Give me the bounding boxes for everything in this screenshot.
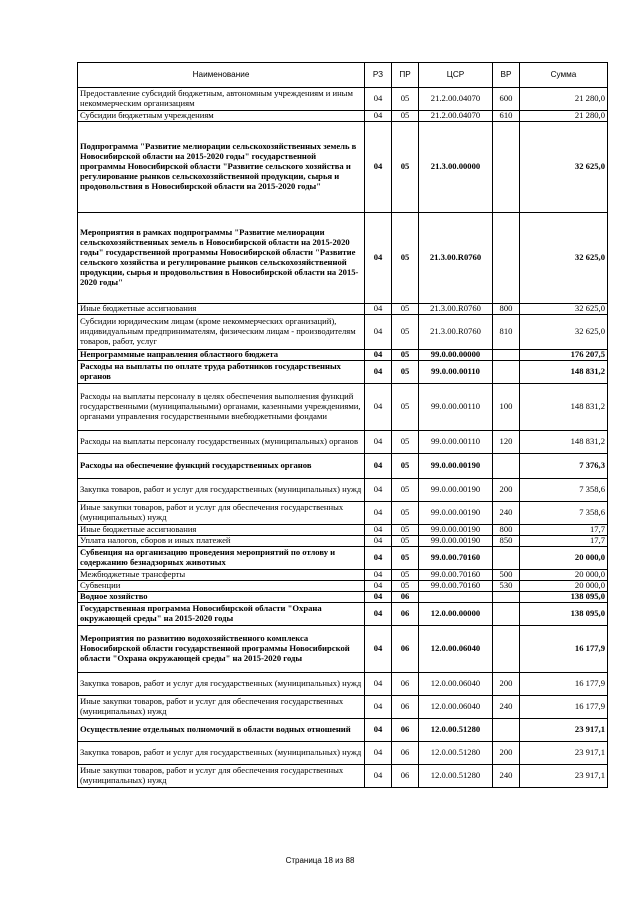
table-row bbox=[78, 570, 608, 581]
table-row bbox=[78, 696, 608, 719]
cell-sum: 16 177,9 bbox=[520, 696, 608, 719]
cell-name: Подпрограмма "Развитие мелиорации сельскохозяйственных земель в Новосибирской области на 2015-2020 годы" государственной программы Новосибирской области "Развитие сельского хозяйства и регулирование рынков сельскохозяйственной продукции, сырья и продовольствия в Новосибирской области на 2015-2020 годы" bbox=[78, 122, 365, 213]
cell-sum: 7 358,6 bbox=[520, 479, 608, 502]
table-row bbox=[78, 88, 608, 111]
cell-vr bbox=[493, 603, 520, 626]
cell-name: Закупка товаров, работ и услуг для государственных (муниципальных) нужд bbox=[78, 742, 365, 765]
cell-vr: 800 bbox=[493, 304, 520, 315]
cell-rz: 04 bbox=[365, 696, 392, 719]
cell-pr: 05 bbox=[392, 502, 419, 525]
cell-pr: 05 bbox=[392, 431, 419, 454]
page-footer: Страница 18 из 88 bbox=[285, 856, 355, 865]
cell-csr: 99.0.00.00190 bbox=[419, 454, 493, 479]
cell-pr: 05 bbox=[392, 213, 419, 304]
cell-rz: 04 bbox=[365, 122, 392, 213]
cell-csr: 21.3.00.R0760 bbox=[419, 315, 493, 350]
cell-csr: 21.3.00.00000 bbox=[419, 122, 493, 213]
cell-sum: 16 177,9 bbox=[520, 626, 608, 673]
cell-pr: 05 bbox=[392, 479, 419, 502]
table-row bbox=[78, 502, 608, 525]
cell-pr: 05 bbox=[392, 304, 419, 315]
table-row bbox=[78, 673, 608, 696]
cell-rz: 04 bbox=[365, 111, 392, 122]
cell-rz: 04 bbox=[365, 384, 392, 431]
cell-name: Водное хозяйство bbox=[78, 592, 365, 603]
cell-pr: 06 bbox=[392, 742, 419, 765]
cell-csr: 99.0.00.00110 bbox=[419, 431, 493, 454]
cell-pr: 05 bbox=[392, 454, 419, 479]
table-row bbox=[78, 304, 608, 315]
cell-sum: 148 831,2 bbox=[520, 384, 608, 431]
cell-csr: 12.0.00.06040 bbox=[419, 696, 493, 719]
cell-rz: 04 bbox=[365, 454, 392, 479]
table-row bbox=[78, 431, 608, 454]
table-row bbox=[78, 765, 608, 788]
cell-vr bbox=[493, 592, 520, 603]
cell-pr: 05 bbox=[392, 384, 419, 431]
cell-csr: 99.0.00.00190 bbox=[419, 525, 493, 536]
cell-vr: 240 bbox=[493, 696, 520, 719]
cell-rz: 04 bbox=[365, 213, 392, 304]
cell-name: Мероприятия в рамках подпрограммы "Развитие мелиорации сельскохозяйственных земель в Новосибирской области на 2015-2020 годы" государственной программы Новосибирской области "Развитие сельского хозяйства и регулирование рынков сельскохозяйственной продукции, сырья и продовольствия в Новосибирской области на 2015-2020 годы" bbox=[78, 213, 365, 304]
cell-pr: 05 bbox=[392, 570, 419, 581]
table-row bbox=[78, 350, 608, 361]
table-row bbox=[78, 525, 608, 536]
cell-csr: 12.0.00.00000 bbox=[419, 603, 493, 626]
cell-name: Расходы на выплаты по оплате труда работников государственных органов bbox=[78, 361, 365, 384]
cell-csr: 12.0.00.51280 bbox=[419, 742, 493, 765]
cell-rz: 04 bbox=[365, 719, 392, 742]
cell-name: Иные закупки товаров, работ и услуг для обеспечения государственных (муниципальных) нужд bbox=[78, 696, 365, 719]
cell-name: Расходы на выплаты персоналу государственных (муниципальных) органов bbox=[78, 431, 365, 454]
cell-sum: 176 207,5 bbox=[520, 350, 608, 361]
cell-pr: 05 bbox=[392, 111, 419, 122]
cell-sum: 32 625,0 bbox=[520, 213, 608, 304]
cell-pr: 05 bbox=[392, 350, 419, 361]
table-row bbox=[78, 361, 608, 384]
cell-vr: 240 bbox=[493, 502, 520, 525]
cell-pr: 06 bbox=[392, 696, 419, 719]
cell-vr: 500 bbox=[493, 570, 520, 581]
cell-pr: 05 bbox=[392, 122, 419, 213]
cell-name: Закупка товаров, работ и услуг для государственных (муниципальных) нужд bbox=[78, 479, 365, 502]
cell-sum: 148 831,2 bbox=[520, 431, 608, 454]
cell-name: Расходы на выплаты персоналу в целях обеспечения выполнения функций государственными (муниципальными) органами, казенными учреждениями, органами управления государственными внебюджетными фондами bbox=[78, 384, 365, 431]
table-row bbox=[78, 626, 608, 673]
cell-pr: 05 bbox=[392, 536, 419, 547]
table-row bbox=[78, 742, 608, 765]
cell-sum: 20 000,0 bbox=[520, 547, 608, 570]
cell-rz: 04 bbox=[365, 304, 392, 315]
cell-name: Мероприятия по развитию водохозяйственного комплекса Новосибирской области государственной программы Новосибирской области "Охрана окружающей среды" на 2015-2020 годы bbox=[78, 626, 365, 673]
cell-rz: 04 bbox=[365, 525, 392, 536]
table-row bbox=[78, 719, 608, 742]
cell-rz: 04 bbox=[365, 765, 392, 788]
cell-csr bbox=[419, 592, 493, 603]
cell-vr: 200 bbox=[493, 673, 520, 696]
cell-sum: 32 625,0 bbox=[520, 304, 608, 315]
cell-name: Субсидии бюджетным учреждениям bbox=[78, 111, 365, 122]
cell-rz: 04 bbox=[365, 536, 392, 547]
cell-rz: 04 bbox=[365, 581, 392, 592]
cell-vr: 610 bbox=[493, 111, 520, 122]
cell-sum: 20 000,0 bbox=[520, 570, 608, 581]
cell-sum: 32 625,0 bbox=[520, 315, 608, 350]
cell-rz: 04 bbox=[365, 603, 392, 626]
cell-rz: 04 bbox=[365, 88, 392, 111]
cell-sum: 148 831,2 bbox=[520, 361, 608, 384]
table-row bbox=[78, 213, 608, 304]
cell-rz: 04 bbox=[365, 502, 392, 525]
cell-rz: 04 bbox=[365, 547, 392, 570]
table-row bbox=[78, 603, 608, 626]
cell-name: Субвенции bbox=[78, 581, 365, 592]
cell-name: Субвенция на организацию проведения мероприятий по отлову и содержанию безнадзорных животных bbox=[78, 547, 365, 570]
cell-rz: 04 bbox=[365, 361, 392, 384]
cell-csr: 12.0.00.51280 bbox=[419, 719, 493, 742]
table-row bbox=[78, 111, 608, 122]
cell-vr bbox=[493, 361, 520, 384]
table-row bbox=[78, 479, 608, 502]
cell-vr bbox=[493, 122, 520, 213]
cell-sum: 138 095,0 bbox=[520, 603, 608, 626]
cell-name: Субсидии юридическим лицам (кроме некоммерческих организаций), индивидуальным предпринимателям, физическим лицам - производителям товаров, работ, услуг bbox=[78, 315, 365, 350]
cell-sum: 17,7 bbox=[520, 536, 608, 547]
cell-vr: 600 bbox=[493, 88, 520, 111]
cell-rz: 04 bbox=[365, 592, 392, 603]
table-row bbox=[78, 547, 608, 570]
table-row bbox=[78, 384, 608, 431]
table-header-row bbox=[78, 63, 608, 88]
cell-sum: 7 358,6 bbox=[520, 502, 608, 525]
col-header-pr: ПР bbox=[392, 63, 419, 88]
cell-csr: 12.0.00.06040 bbox=[419, 673, 493, 696]
cell-pr: 06 bbox=[392, 673, 419, 696]
cell-name: Уплата налогов, сборов и иных платежей bbox=[78, 536, 365, 547]
table-row bbox=[78, 454, 608, 479]
cell-csr: 99.0.00.00110 bbox=[419, 384, 493, 431]
cell-vr: 810 bbox=[493, 315, 520, 350]
cell-csr: 21.3.00.R0760 bbox=[419, 213, 493, 304]
cell-csr: 99.0.00.00110 bbox=[419, 361, 493, 384]
cell-vr bbox=[493, 719, 520, 742]
cell-pr: 06 bbox=[392, 719, 419, 742]
cell-name: Закупка товаров, работ и услуг для государственных (муниципальных) нужд bbox=[78, 673, 365, 696]
cell-csr: 99.0.00.70160 bbox=[419, 581, 493, 592]
cell-vr: 850 bbox=[493, 536, 520, 547]
cell-sum: 23 917,1 bbox=[520, 719, 608, 742]
cell-sum: 23 917,1 bbox=[520, 742, 608, 765]
cell-name: Иные бюджетные ассигнования bbox=[78, 525, 365, 536]
cell-pr: 06 bbox=[392, 765, 419, 788]
cell-csr: 12.0.00.51280 bbox=[419, 765, 493, 788]
cell-sum: 7 376,3 bbox=[520, 454, 608, 479]
cell-name: Иные бюджетные ассигнования bbox=[78, 304, 365, 315]
cell-vr: 200 bbox=[493, 742, 520, 765]
cell-rz: 04 bbox=[365, 673, 392, 696]
cell-pr: 05 bbox=[392, 581, 419, 592]
cell-vr bbox=[493, 626, 520, 673]
cell-name: Государственная программа Новосибирской области "Охрана окружающей среды" на 2015-2020 годы bbox=[78, 603, 365, 626]
cell-name: Осуществление отдельных полномочий в области водных отношений bbox=[78, 719, 365, 742]
table-row bbox=[78, 536, 608, 547]
cell-vr bbox=[493, 547, 520, 570]
col-header-csr: ЦСР bbox=[419, 63, 493, 88]
cell-vr: 200 bbox=[493, 479, 520, 502]
cell-name: Иные закупки товаров, работ и услуг для обеспечения государственных (муниципальных) нужд bbox=[78, 502, 365, 525]
cell-csr: 99.0.00.00190 bbox=[419, 479, 493, 502]
cell-rz: 04 bbox=[365, 742, 392, 765]
cell-csr: 99.0.00.70160 bbox=[419, 570, 493, 581]
cell-csr: 99.0.00.70160 bbox=[419, 547, 493, 570]
cell-sum: 21 280,0 bbox=[520, 88, 608, 111]
cell-name: Предоставление субсидий бюджетным, автономным учреждениям и иным некоммерческим организациям bbox=[78, 88, 365, 111]
cell-sum: 17,7 bbox=[520, 525, 608, 536]
cell-pr: 06 bbox=[392, 626, 419, 673]
cell-vr bbox=[493, 350, 520, 361]
cell-vr: 800 bbox=[493, 525, 520, 536]
col-header-sum: Сумма bbox=[520, 63, 608, 88]
cell-vr: 530 bbox=[493, 581, 520, 592]
cell-rz: 04 bbox=[365, 570, 392, 581]
cell-vr bbox=[493, 213, 520, 304]
cell-name: Иные закупки товаров, работ и услуг для обеспечения государственных (муниципальных) нужд bbox=[78, 765, 365, 788]
cell-csr: 21.2.00.04070 bbox=[419, 88, 493, 111]
cell-vr bbox=[493, 454, 520, 479]
cell-csr: 99.0.00.00190 bbox=[419, 502, 493, 525]
cell-sum: 138 095,0 bbox=[520, 592, 608, 603]
cell-rz: 04 bbox=[365, 350, 392, 361]
cell-name: Межбюджетные трансферты bbox=[78, 570, 365, 581]
table-row bbox=[78, 122, 608, 213]
cell-csr: 99.0.00.00190 bbox=[419, 536, 493, 547]
cell-sum: 23 917,1 bbox=[520, 765, 608, 788]
cell-pr: 06 bbox=[392, 603, 419, 626]
budget-table bbox=[77, 62, 608, 788]
cell-vr: 100 bbox=[493, 384, 520, 431]
table-body bbox=[78, 88, 608, 788]
col-header-name: Наименование bbox=[78, 63, 365, 88]
cell-rz: 04 bbox=[365, 431, 392, 454]
cell-vr: 240 bbox=[493, 765, 520, 788]
cell-rz: 04 bbox=[365, 315, 392, 350]
cell-pr: 05 bbox=[392, 315, 419, 350]
cell-csr: 99.0.00.00000 bbox=[419, 350, 493, 361]
col-header-rz: РЗ bbox=[365, 63, 392, 88]
cell-sum: 16 177,9 bbox=[520, 673, 608, 696]
cell-pr: 05 bbox=[392, 525, 419, 536]
cell-pr: 05 bbox=[392, 361, 419, 384]
cell-name: Расходы на обеспечение функций государственных органов bbox=[78, 454, 365, 479]
table-row bbox=[78, 315, 608, 350]
cell-sum: 32 625,0 bbox=[520, 122, 608, 213]
cell-csr: 21.2.00.04070 bbox=[419, 111, 493, 122]
cell-pr: 05 bbox=[392, 88, 419, 111]
cell-pr: 06 bbox=[392, 592, 419, 603]
cell-rz: 04 bbox=[365, 479, 392, 502]
table-row bbox=[78, 581, 608, 592]
cell-sum: 21 280,0 bbox=[520, 111, 608, 122]
cell-sum: 20 000,0 bbox=[520, 581, 608, 592]
cell-pr: 05 bbox=[392, 547, 419, 570]
table-row bbox=[78, 592, 608, 603]
col-header-vr: ВР bbox=[493, 63, 520, 88]
cell-csr: 21.3.00.R0760 bbox=[419, 304, 493, 315]
cell-name: Непрограммные направления областного бюджета bbox=[78, 350, 365, 361]
cell-csr: 12.0.00.06040 bbox=[419, 626, 493, 673]
cell-rz: 04 bbox=[365, 626, 392, 673]
cell-vr: 120 bbox=[493, 431, 520, 454]
